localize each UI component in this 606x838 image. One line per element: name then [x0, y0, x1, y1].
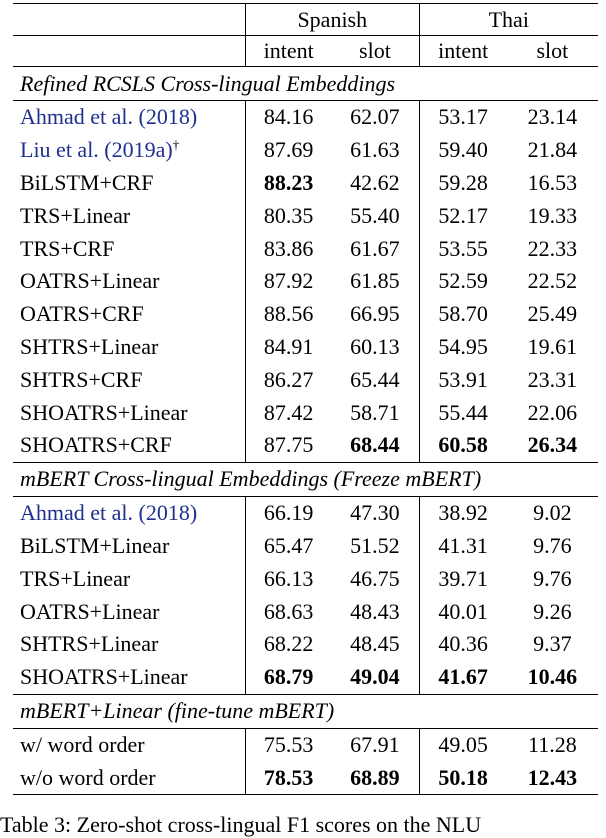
value-thai-intent: 53.55: [438, 235, 488, 261]
header-thai-slot: slot: [507, 36, 598, 67]
value-spanish-intent: 65.47: [263, 532, 314, 558]
table-row: [13, 429, 598, 462]
value-thai-intent: 52.59: [438, 268, 488, 294]
value-spanish-intent: 66.13: [263, 565, 314, 591]
value-spanish-slot: 55.40: [331, 199, 419, 232]
value-thai-slot: 16.53: [527, 169, 578, 195]
model-name-cell: [13, 595, 246, 628]
value-thai-slot: 26.34: [527, 432, 578, 458]
value-thai-intent: 53.17: [419, 101, 507, 134]
section-header-row: [13, 67, 598, 101]
section-title: Refined RCSLS Cross-lingual Embeddings: [13, 67, 598, 101]
value-thai-intent: 52.17: [438, 202, 488, 228]
model-name-cell: [13, 562, 246, 595]
table-row: [13, 628, 598, 661]
section-title: mBERT Cross-lingual Embeddings (Freeze mBERT): [13, 462, 598, 496]
model-name[interactable]: Liu et al. (2019a): [20, 137, 173, 163]
value-spanish-intent: 68.63: [263, 598, 314, 624]
value-spanish-slot: 66.95: [331, 298, 419, 331]
table-row: [13, 167, 598, 200]
header-spanish-slot: slot: [331, 36, 419, 67]
model-name-cell: [13, 199, 246, 232]
value-spanish-intent: 68.79: [263, 664, 314, 690]
model-name-cell: [13, 298, 246, 331]
model-name-cell: [13, 661, 246, 694]
value-thai-slot: 22.06: [527, 399, 578, 425]
model-name: TRS+Linear: [20, 565, 131, 591]
value-spanish-slot: 67.91: [331, 728, 419, 761]
model-name-cell: [13, 134, 246, 167]
value-spanish-intent: 87.42: [263, 399, 314, 425]
value-thai-slot: 19.61: [527, 333, 578, 359]
value-thai-intent: 41.67: [438, 664, 488, 690]
table-row: [13, 363, 598, 396]
value-thai-intent: 49.05: [419, 728, 507, 761]
model-name[interactable]: Ahmad et al. (2018): [20, 104, 198, 130]
value-spanish-intent: 83.86: [263, 235, 314, 261]
header-row-metrics: [13, 36, 598, 67]
model-name-cell: [13, 232, 246, 265]
model-name: SHTRS+Linear: [20, 631, 159, 657]
value-spanish-intent: 86.27: [263, 366, 314, 392]
model-name-cell: [13, 396, 246, 429]
results-table: [13, 3, 598, 795]
value-spanish-slot: 62.07: [331, 101, 419, 134]
table-row: [13, 298, 598, 331]
value-thai-intent: 54.95: [438, 333, 488, 359]
model-name-cell: [13, 101, 246, 134]
value-thai-slot: 21.84: [527, 137, 578, 163]
value-thai-intent: 38.92: [419, 496, 507, 529]
value-spanish-intent: 87.69: [263, 137, 314, 163]
value-spanish-slot: 48.43: [331, 595, 419, 628]
value-thai-slot: 10.46: [527, 664, 578, 690]
model-name[interactable]: Ahmad et al. (2018): [20, 500, 198, 526]
value-thai-intent: 58.70: [438, 301, 488, 327]
model-name: SHOATRS+Linear: [20, 399, 188, 425]
model-name: w/ word order: [20, 731, 145, 757]
value-spanish-slot: 60.13: [331, 331, 419, 364]
value-thai-slot: 9.76: [533, 565, 572, 591]
value-thai-intent: 40.01: [438, 598, 488, 624]
section-title: mBERT+Linear (fine-tune mBERT): [13, 694, 598, 728]
value-spanish-slot: 68.89: [331, 761, 419, 794]
value-spanish-intent: 84.16: [246, 101, 332, 134]
section-header-row: [13, 694, 598, 728]
table-row: [13, 134, 598, 167]
table-row: [13, 761, 598, 794]
model-name-cell: [13, 530, 246, 563]
value-thai-intent: 40.36: [438, 631, 488, 657]
value-thai-intent: 50.18: [419, 761, 507, 794]
header-row-languages: [13, 4, 598, 36]
value-spanish-slot: 48.45: [331, 628, 419, 661]
value-spanish-intent: 88.56: [263, 301, 314, 327]
model-name-cell: [13, 728, 246, 761]
value-spanish-intent: 88.23: [263, 169, 314, 195]
model-name: OATRS+CRF: [20, 301, 144, 327]
model-name-cell: [13, 761, 246, 794]
table-row: [13, 661, 598, 694]
value-spanish-intent: 66.19: [246, 496, 332, 529]
model-name: TRS+CRF: [20, 235, 115, 261]
header-spanish-intent: intent: [246, 36, 332, 67]
model-name-cell: [13, 331, 246, 364]
table-caption: Table 3: Zero-shot cross-lingual F1 scores on the NLU: [0, 812, 482, 837]
value-spanish-intent: 87.75: [263, 432, 314, 458]
value-spanish-slot: 47.30: [331, 496, 419, 529]
section-header-row: [13, 462, 598, 496]
value-spanish-slot: 68.44: [331, 429, 419, 462]
table-row: [13, 101, 598, 134]
table-row: [13, 199, 598, 232]
model-name: SHOATRS+Linear: [20, 664, 188, 690]
value-thai-slot: 19.33: [527, 202, 578, 228]
model-name: OATRS+Linear: [20, 268, 160, 294]
model-name: TRS+Linear: [20, 202, 131, 228]
value-spanish-slot: 49.04: [331, 661, 419, 694]
value-thai-intent: 53.91: [438, 366, 488, 392]
value-spanish-intent: 84.91: [263, 333, 314, 359]
value-thai-intent: 59.40: [438, 137, 488, 163]
value-thai-slot: 12.43: [507, 761, 598, 794]
value-spanish-slot: 51.52: [331, 530, 419, 563]
model-name-cell: [13, 429, 246, 462]
value-spanish-slot: 61.85: [331, 265, 419, 298]
header-thai-intent: intent: [419, 36, 507, 67]
header-group-spanish: Spanish: [246, 4, 420, 36]
value-thai-intent: 60.58: [438, 432, 488, 458]
table-row: [13, 331, 598, 364]
header-group-thai: Thai: [419, 4, 598, 36]
value-spanish-intent: 68.22: [263, 631, 314, 657]
model-name: SHTRS+Linear: [20, 333, 159, 359]
table-row: [13, 496, 598, 529]
value-spanish-slot: 61.63: [331, 134, 419, 167]
model-name-cell: [13, 628, 246, 661]
table-row: [13, 728, 598, 761]
value-thai-intent: 41.31: [438, 532, 488, 558]
table-row: [13, 265, 598, 298]
header-empty-cell: [13, 36, 246, 67]
value-thai-slot: 23.14: [507, 101, 598, 134]
value-spanish-slot: 61.67: [331, 232, 419, 265]
value-spanish-slot: 58.71: [331, 396, 419, 429]
value-thai-slot: 9.02: [507, 496, 598, 529]
value-spanish-slot: 42.62: [331, 167, 419, 200]
value-thai-slot: 22.33: [527, 235, 578, 261]
value-thai-intent: 39.71: [438, 565, 488, 591]
value-thai-intent: 55.44: [438, 399, 488, 425]
value-thai-intent: 59.28: [438, 169, 488, 195]
value-spanish-intent: 78.53: [246, 761, 332, 794]
results-table-body: [13, 4, 598, 795]
model-name: SHTRS+CRF: [20, 366, 143, 392]
model-name: SHOATRS+CRF: [20, 432, 172, 458]
value-thai-slot: 9.26: [533, 598, 572, 624]
model-name: BiLSTM+Linear: [20, 532, 170, 558]
value-thai-slot: 23.31: [527, 366, 578, 392]
value-thai-slot: 11.28: [507, 728, 598, 761]
header-empty-cell: [13, 4, 246, 36]
model-name-cell: [13, 167, 246, 200]
value-spanish-intent: 87.92: [263, 268, 314, 294]
value-thai-slot: 25.49: [527, 301, 578, 327]
dagger-mark: †: [172, 137, 180, 153]
value-thai-slot: 9.37: [533, 631, 572, 657]
value-spanish-intent: 80.35: [263, 202, 314, 228]
model-name: BiLSTM+CRF: [20, 169, 154, 195]
table-row: [13, 562, 598, 595]
model-name-cell: [13, 496, 246, 529]
table-row: [13, 530, 598, 563]
value-spanish-slot: 65.44: [331, 363, 419, 396]
value-thai-slot: 9.76: [533, 532, 572, 558]
table-row: [13, 396, 598, 429]
model-name: OATRS+Linear: [20, 598, 160, 624]
value-thai-slot: 22.52: [527, 268, 578, 294]
model-name-cell: [13, 363, 246, 396]
table-row: [13, 595, 598, 628]
model-name: w/o word order: [20, 764, 156, 790]
value-spanish-intent: 75.53: [246, 728, 332, 761]
value-spanish-slot: 46.75: [331, 562, 419, 595]
table-row: [13, 232, 598, 265]
model-name-cell: [13, 265, 246, 298]
